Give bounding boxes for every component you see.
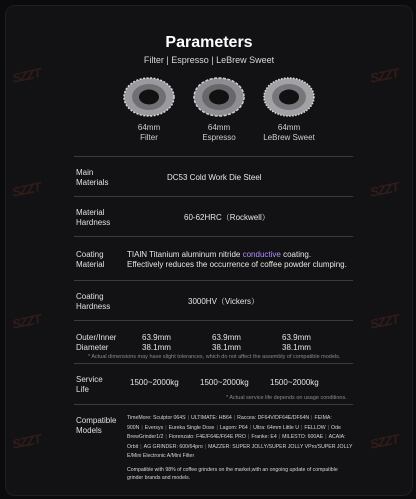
parameters-card (5, 5, 413, 496)
separator: | (325, 434, 327, 441)
divider (74, 236, 353, 237)
compatible-model-item: TimeMore: Sculptor 064S (127, 415, 186, 421)
label-line: Compatible (76, 416, 117, 425)
outer-diameter: 63.9mm (282, 333, 311, 342)
compatible-model-item: MILESTO: 600AE (282, 434, 324, 441)
burr-lebrew-label (249, 123, 329, 143)
compatible-models-note: Compatible with 98% of coffee grinders on the market,with an ongoing update of compatible grinder brands and models. (127, 467, 338, 481)
compatible-model-item: Eureka Single Dose (168, 424, 215, 431)
compatible-models-list (127, 414, 355, 462)
coating-material-value (127, 250, 347, 270)
service-life-note: * Actual service life depends on usage conditions. (226, 395, 347, 401)
label-line: Life (76, 385, 89, 394)
separator: | (140, 443, 142, 450)
label-line: Main (76, 168, 94, 177)
watermark: SZZT (368, 311, 400, 332)
separator: | (204, 443, 207, 450)
label-line: Service (76, 375, 103, 384)
compatible-model-item: Ultra: 64mm Little U (253, 424, 299, 431)
diameter-value-lebrew (282, 333, 311, 353)
coating-text: TIAlN Titanium aluminum nitride (127, 250, 243, 259)
label-line: Hardness (76, 218, 111, 227)
coating-material-line2: Effectively reduces the occurrence of coffee powder clumping. (127, 260, 347, 269)
burr-filter-image (122, 76, 176, 118)
label-line: Material (76, 260, 105, 269)
service-life-value-espresso: 1500~2000kg (200, 378, 249, 387)
separator: | (249, 424, 252, 431)
burr-type: Espresso (202, 133, 236, 142)
diameter-value-espresso (212, 333, 241, 353)
compatible-model-item: Franke: E4 (251, 434, 277, 441)
separator: | (311, 415, 313, 421)
label-line: Coating (76, 292, 104, 301)
inner-diameter: 38.1mm (212, 343, 241, 352)
coating-material-label (76, 250, 104, 270)
burr-filter-label (109, 123, 189, 143)
divider (74, 156, 353, 157)
diameter-value-filter (142, 333, 171, 353)
compatible-model-item: AG GRINDER: 600/64pro (143, 443, 203, 450)
service-life-label (76, 375, 103, 395)
label-line: Outer/Inner (76, 333, 117, 342)
burr-type: LeBrew Sweet (263, 133, 315, 142)
coating-text: coating. (280, 250, 312, 259)
divider (74, 404, 353, 405)
main-materials-label (76, 168, 108, 188)
page-subtitle: Filter | Espresso | LeBrew Sweet (143, 55, 275, 65)
compatible-model-item: Raccea: DF64V/DF64E/DF64N (237, 415, 310, 421)
compatible-model-item: MAZZER: SUPER JOLLY/SUPER JOLLY VPro/SUPER JOLLY E/Mini Electronic A/Mini Filter (127, 443, 353, 460)
compatible-model-item: Eversys (144, 424, 164, 431)
compatible-models-label (76, 416, 116, 436)
divider (74, 196, 353, 197)
divider (74, 363, 353, 364)
label-line: Diameter (76, 343, 109, 352)
watermark: SZZT (368, 65, 400, 86)
watermark: SZZT (368, 179, 400, 200)
watermark: SZZT (10, 431, 42, 452)
label-line: Coating (76, 250, 104, 259)
separator: | (216, 424, 218, 431)
service-life-value-lebrew: 1500~2000kg (270, 378, 319, 387)
diameter-note: * Actual dimensions may have slight tolerances, which do not affect the assembly of compatible models. (88, 354, 341, 360)
watermark: SZZT (368, 431, 400, 452)
inner-diameter: 38.1mm (282, 343, 311, 352)
compatible-model-item: ULTIMATE: HB64 (190, 415, 232, 421)
separator: | (300, 424, 303, 431)
burr-size: 64mm (137, 123, 161, 132)
watermark: SZZT (10, 311, 42, 332)
outer-diameter: 63.9mm (212, 333, 241, 342)
watermark: SZZT (10, 65, 42, 86)
compatible-model-item: ACAIA: Orbit (127, 434, 346, 450)
diameter-label (76, 333, 116, 353)
service-life-value-filter: 1500~2000kg (130, 378, 179, 387)
main-materials-value: DC53 Cold Work Die Steel (167, 173, 262, 182)
inner-diameter: 38.1mm (142, 343, 171, 352)
label-line: Hardness (76, 302, 111, 311)
separator: | (327, 424, 330, 431)
conductive-highlight: conductive (242, 250, 281, 259)
compatible-model-item: FELLOW (304, 424, 326, 431)
outer-diameter: 63.9mm (142, 333, 171, 342)
separator: | (141, 424, 143, 431)
page-title: Parameters (165, 34, 253, 51)
separator: | (187, 415, 189, 421)
compatible-model-item: Fiorenzato: F4E/F64E/F64E PRO (168, 434, 246, 441)
material-hardness-value: 60-62HRC（Rockwell） (184, 213, 270, 222)
label-line: Material (76, 208, 105, 217)
divider (74, 320, 353, 321)
divider (74, 280, 353, 281)
coating-hardness-value: 3000HV（Vickers） (188, 297, 259, 306)
coating-material-line1 (127, 250, 347, 260)
separator: | (278, 434, 281, 441)
burr-type: Filter (140, 133, 158, 142)
watermark: SZZT (10, 179, 42, 200)
compatible-model-item: Lagom: P64 (219, 424, 248, 431)
coating-hardness-label (76, 292, 110, 312)
compatible-model-item: FEIMA: 900N (127, 415, 332, 431)
label-line: Models (76, 426, 102, 435)
burr-lebrew-image (262, 76, 316, 118)
burr-size: 64mm (277, 123, 301, 132)
material-hardness-label (76, 208, 110, 228)
separator: | (165, 434, 167, 441)
label-line: Materials (76, 178, 109, 187)
burr-espresso-image (192, 76, 246, 118)
separator: | (165, 424, 167, 431)
burr-espresso-label (179, 123, 259, 143)
separator: | (247, 434, 250, 441)
separator: | (233, 415, 236, 421)
compatible-model-item: Ode BrewGrinder1/2 (127, 424, 341, 441)
burr-size: 64mm (207, 123, 231, 132)
